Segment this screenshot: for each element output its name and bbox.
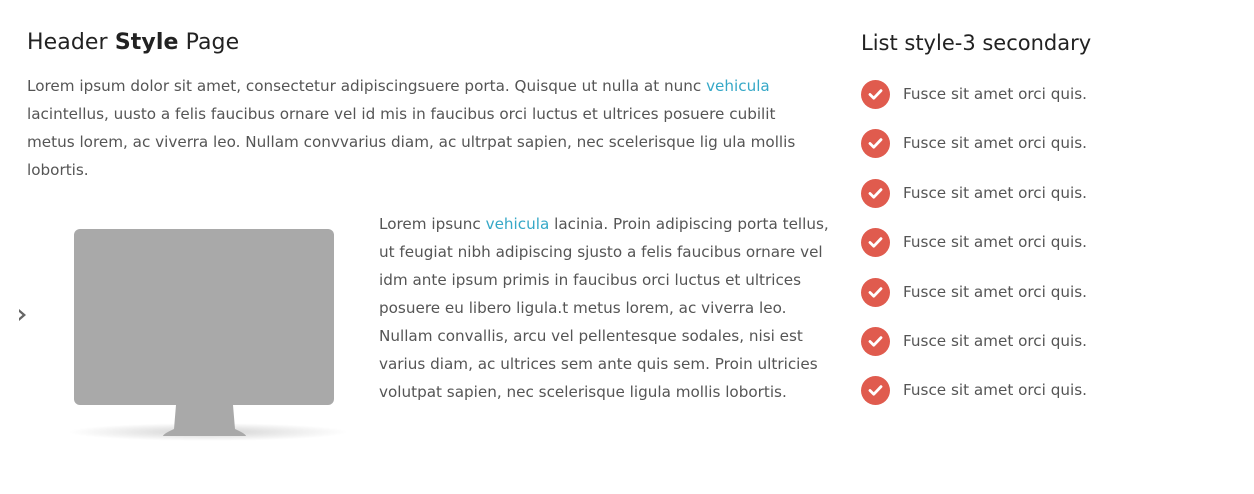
intro-paragraph [27,72,797,184]
side-link[interactable]: vehicula [485,215,550,233]
list-item-label: Fusce sit amet orci quis. [903,85,1087,103]
side-paragraph [379,210,829,406]
check-circle-icon [861,228,890,257]
list-item-label: Fusce sit amet orci quis. [903,183,1087,202]
intro-link[interactable]: vehicula [706,77,770,95]
page-title-pre: Header [27,30,108,55]
intro-text-after: lacintellus, uusto a felis faucibus ornare vel id mis in faucibus orci luctus et ultrices posuere cubilit metus lorem, ac viverra leo. Nullam convvarius diam, ac ultrpat sapien, nec scelerisque lig ula mollis lobortis. [27,105,796,179]
intro-text-before: Lorem ipsum dolor sit amet, consectetur adipiscingsuere porta. Quisque ut nulla at nunc [27,77,707,95]
check-circle-icon [861,327,890,356]
check-circle-icon [861,376,890,405]
list-item [861,129,1221,178]
page-title-post: Page [185,30,240,55]
main-content [27,26,829,401]
list-item [861,376,1221,425]
list-item [861,179,1221,228]
media-block [27,212,827,462]
list-section [861,26,1221,426]
list-item [861,278,1221,327]
list-item [861,327,1221,376]
list-item [861,228,1221,277]
side-text-after: lacinia. Proin adipiscing porta tellus, ut feugiat nibh adipiscing sjusto a felis faucibus ornare vel idm ante ipsum primis in faucibus orci luctus et ultrices posuere eu libero ligula.t metus lorem, ac viverra leo. Nullam convallis, arcu vel pellentesque sodales, nisi est varius diam, ac ultrices sem ante quis sem. Proin ultricies volutpat sapien, nec scelerisque ligula mollis lobortis. [379,215,829,401]
list-item [861,80,1221,129]
list-item-label: Fusce sit amet orci quis. [903,282,1087,301]
page-title [27,26,797,60]
list-item-label: Fusce sit amet orci quis. [903,331,1087,350]
check-circle-icon [861,278,890,307]
check-circle-icon [861,80,890,109]
monitor-icon [63,212,353,452]
list-item-label: Fusce sit amet orci quis. [903,233,1087,252]
check-circle-icon [861,179,890,208]
list-item-label: Fusce sit amet orci quis. [903,134,1087,153]
check-circle-icon [861,129,890,158]
list-title: List style-3 secondary [861,31,1092,55]
checklist [861,80,1221,426]
list-item-label: Fusce sit amet orci quis. [903,381,1087,400]
chevron-right-icon[interactable] [16,308,30,322]
side-text-before: Lorem ipsunc [379,215,486,233]
page-title-bold: Style [114,30,179,55]
